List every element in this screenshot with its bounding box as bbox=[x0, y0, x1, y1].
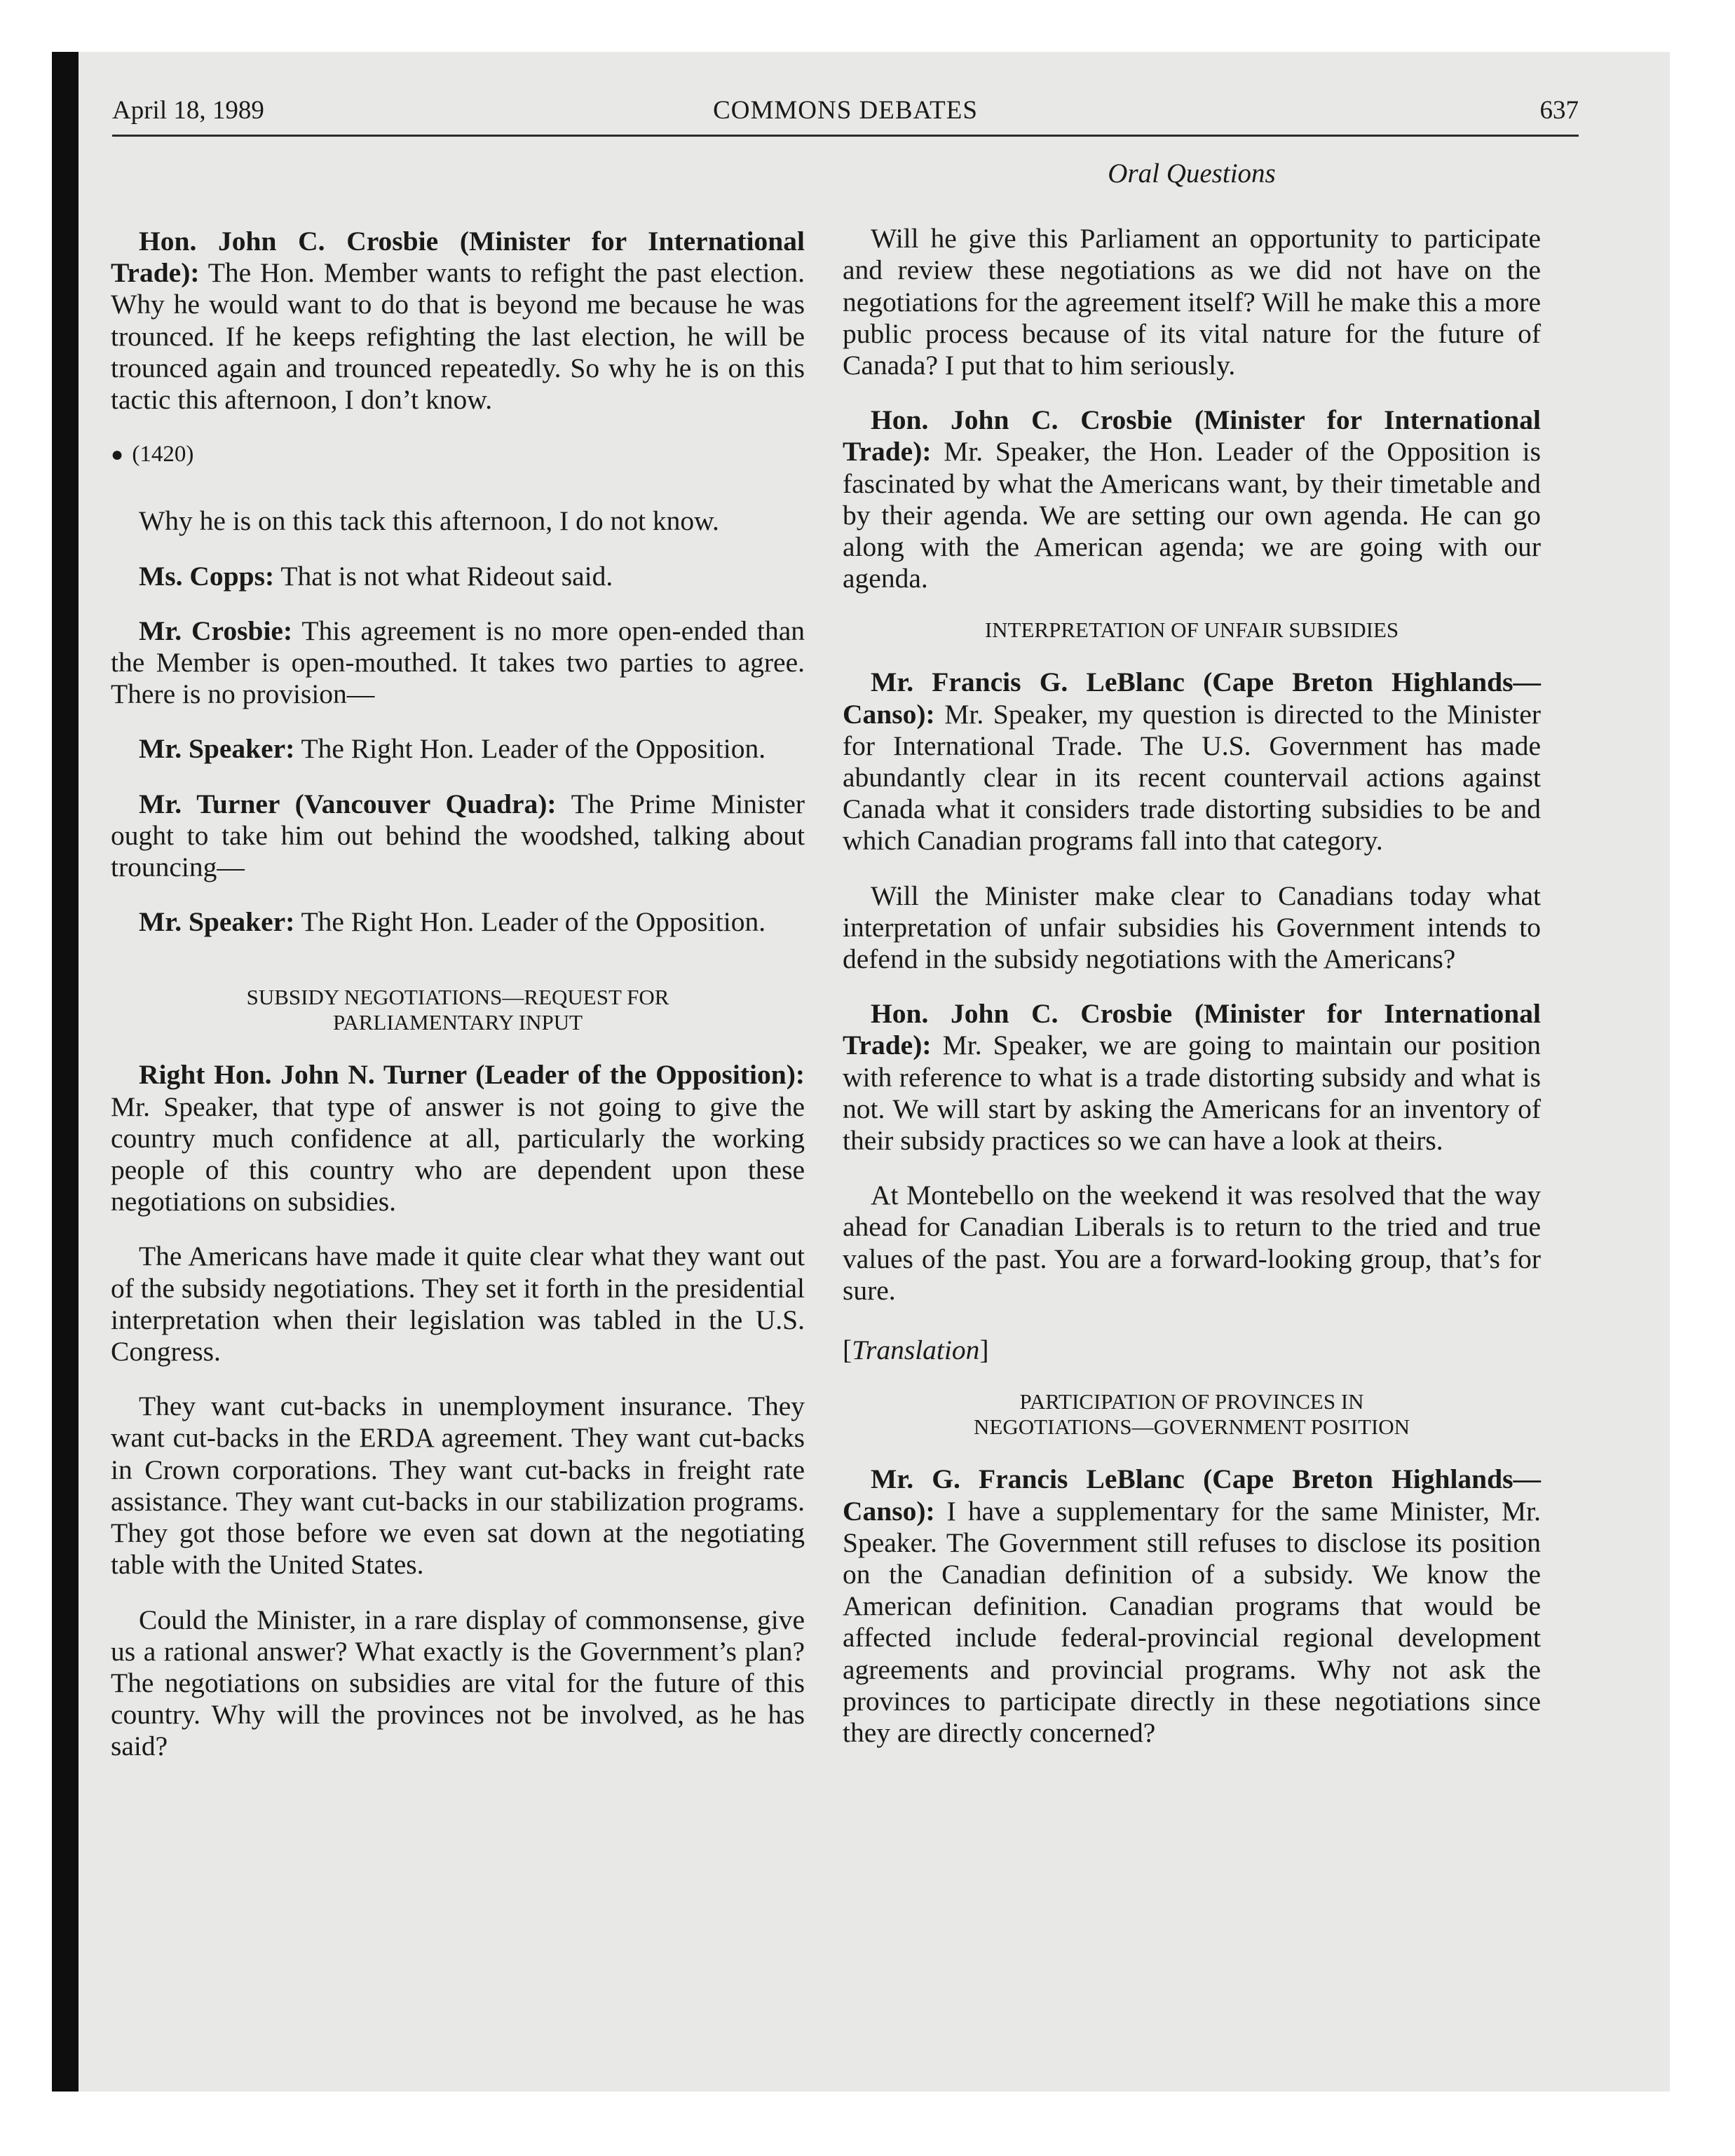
speaker-name: Mr. Crosbie: bbox=[139, 615, 293, 646]
time-marker: ● (1420) bbox=[111, 442, 194, 468]
header-page-number: 637 bbox=[1539, 96, 1579, 125]
left-column bbox=[111, 226, 805, 1786]
section-heading: SUBSIDY NEGOTIATIONS—REQUEST FOR PARLIAMENTARY INPUT bbox=[246, 985, 669, 1035]
speech-paragraph: Will the Minister make clear to Canadians today what interpretation of unfair subsidies his Government intends to defend in the subsidy negotiations with the Americans? bbox=[843, 880, 1541, 975]
speech-paragraph: Why he is on this tack this afternoon, I do not know. bbox=[139, 505, 719, 537]
speech-paragraph: Mr. Turner (Vancouver Quadra): The Prime Minister ought to take him out behind the woodshed, talking about trouncing— bbox=[111, 788, 805, 883]
speech-paragraph: Mr. Crosbie: This agreement is no more open-ended than the Member is open-mouthed. It takes two parties to agree. There is no provision— bbox=[111, 615, 805, 710]
speaker-name: Hon. John C. Crosbie (Minister for International Trade): bbox=[843, 404, 1541, 468]
binding-edge bbox=[52, 52, 79, 2092]
speech-paragraph: Hon. John C. Crosbie (Minister for International Trade): Mr. Speaker, the Hon. Leader of the Opposition is fascinated by what the Americans want, by their timetable and by their agenda. We are setting our own agenda. He can go along with the American agenda; we are going with our agenda. bbox=[843, 404, 1541, 594]
speech-paragraph: Hon. John C. Crosbie (Minister for International Trade): The Hon. Member wants to refight the past election. Why he would want to do that is beyond me because he was trounced. If he keeps refighting the last election, he will be trounced again and trounced repeatedly. So why he is on this tactic this afternoon, I don’t know. bbox=[111, 226, 805, 416]
speaker-name: Ms. Copps: bbox=[139, 560, 275, 592]
translation-marker: [Translation] bbox=[843, 1335, 989, 1366]
speech-paragraph: Mr. Speaker: The Right Hon. Leader of the Opposition. bbox=[139, 906, 766, 938]
speaker-name: Hon. John C. Crosbie (Minister for International Trade): bbox=[111, 226, 805, 289]
speech-paragraph: Mr. G. Francis LeBlanc (Cape Breton Highlands—Canso): I have a supplementary for the same Minister, Mr. Speaker. The Government still refuses to disclose its position on the Canadian definition of a subsidy. We know the American definition. Canadian programs that would be affected include federal-provincial regional development agreements and provincial programs. Why not ask the provinces to participate directly in these negotiations since they are directly concerned? bbox=[843, 1464, 1541, 1748]
section-subheading: Oral Questions bbox=[1108, 158, 1276, 189]
speech-paragraph: They want cut-backs in unemployment insurance. They want cut-backs in the ERDA agreement. They want cut-backs in Crown corporations. They want cut-backs in freight rate assistance. They want cut-backs in our stabilization programs. They got those before we even sat down at the negotiating table with the United States. bbox=[111, 1391, 805, 1581]
speech-paragraph: Ms. Copps: That is not what Rideout said. bbox=[139, 560, 613, 592]
speaker-name: Mr. Turner (Vancouver Quadra): bbox=[139, 788, 557, 819]
speech-paragraph: At Montebello on the weekend it was resolved that the way ahead for Canadian Liberals is to return to the tried and true values of the past. You are a forward-looking group, that’s for sure. bbox=[843, 1180, 1541, 1306]
section-heading: INTERPRETATION OF UNFAIR SUBSIDIES bbox=[984, 618, 1399, 643]
speech-paragraph: The Americans have made it quite clear what they want out of the subsidy negotiations. They set it forth in the presidential interpretation when their legislation was tabled in the U.S. Congress. bbox=[111, 1241, 805, 1367]
speech-paragraph: Will he give this Parliament an opportunity to participate and review these negotiations as we did not have on the negotiations for the agreement itself? Will he make this a more public process because of its vital nature for the future of Canada? I put that to him seriously. bbox=[843, 223, 1541, 381]
bullet-icon: ● bbox=[111, 443, 124, 467]
speech-paragraph: Mr. Speaker: The Right Hon. Leader of the Opposition. bbox=[139, 733, 766, 765]
speaker-name: Mr. G. Francis LeBlanc (Cape Breton Highlands—Canso): bbox=[843, 1464, 1541, 1527]
section-heading: PARTICIPATION OF PROVINCES IN NEGOTIATIONS—GOVERNMENT POSITION bbox=[974, 1389, 1410, 1440]
speaker-name: Mr. Speaker: bbox=[139, 906, 295, 938]
speech-paragraph: Right Hon. John N. Turner (Leader of the Opposition): Mr. Speaker, that type of answer is not going to give the country much confidence at all, particularly the working people of this country who are dependent upon these negotiations on subsidies. bbox=[111, 1059, 805, 1217]
speech-paragraph: Mr. Francis G. LeBlanc (Cape Breton Highlands—Canso): Mr. Speaker, my question is directed to the Minister for International Trade. The U.S. Government has made abundantly clear in its recent countervail actions against Canada what it considers trade distorting subsidies to be and which Canadian programs fall into that category. bbox=[843, 667, 1541, 857]
page-header bbox=[112, 95, 1579, 137]
speech-paragraph: Hon. John C. Crosbie (Minister for International Trade): Mr. Speaker, we are going to maintain our position with reference to what is a trade distorting subsidy and what is not. We will start by asking the Americans for an inventory of their subsidy practices so we can have a look at theirs. bbox=[843, 998, 1541, 1157]
speaker-name: Right Hon. John N. Turner (Leader of the Opposition): bbox=[139, 1059, 805, 1091]
right-column bbox=[843, 158, 1541, 1772]
speaker-name: Mr. Speaker: bbox=[139, 733, 295, 765]
header-date: April 18, 1989 bbox=[112, 96, 264, 125]
speaker-name: Mr. Francis G. LeBlanc (Cape Breton Highlands—Canso): bbox=[843, 667, 1541, 730]
speaker-name: Hon. John C. Crosbie (Minister for International Trade): bbox=[843, 998, 1541, 1061]
header-journal-title: COMMONS DEBATES bbox=[713, 96, 978, 125]
speech-paragraph: Could the Minister, in a rare display of commonsense, give us a rational answer? What exactly is the Government’s plan? The negotiations on subsidies are vital for the future of this country. Why will the provinces not be involved, as he has said? bbox=[111, 1604, 805, 1762]
